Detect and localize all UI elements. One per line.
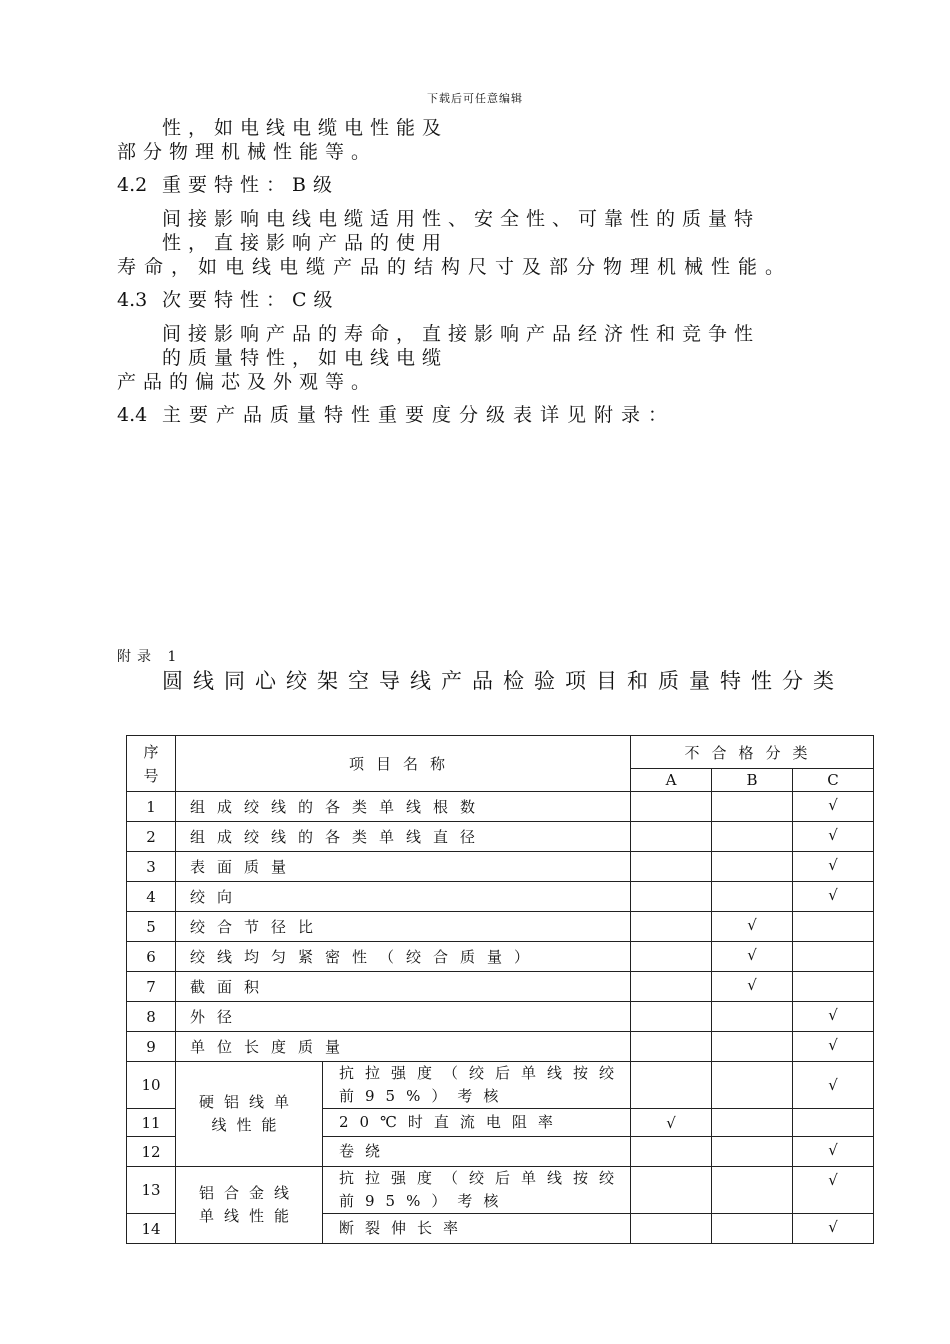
row-item: 20℃时直流电阻率 xyxy=(323,1109,631,1137)
mark-b: √ xyxy=(712,912,793,942)
mark-a xyxy=(631,1062,712,1109)
header-class-c: C xyxy=(793,769,874,792)
row-item: 截面积 xyxy=(176,972,631,1002)
mark-b xyxy=(712,1167,793,1214)
table-row xyxy=(127,1002,874,1032)
mark-b xyxy=(712,822,793,852)
paragraph-line: 产品的偏芯及外观等。 xyxy=(117,371,378,393)
row-number: 11 xyxy=(127,1109,176,1137)
row-item: 卷绕 xyxy=(323,1137,631,1167)
appendix-label: 附录 1 xyxy=(117,649,183,665)
mark-c: √ xyxy=(793,1032,874,1062)
mark-c: √ xyxy=(793,1002,874,1032)
mark-a xyxy=(631,1002,712,1032)
mark-b: √ xyxy=(712,972,793,1002)
header-class-a: A xyxy=(631,769,712,792)
mark-b xyxy=(712,1002,793,1032)
mark-b xyxy=(712,792,793,822)
row-item: 表面质量 xyxy=(176,852,631,882)
mark-a xyxy=(631,882,712,912)
row-number: 8 xyxy=(127,1002,176,1032)
row-number: 7 xyxy=(127,972,176,1002)
row-number: 5 xyxy=(127,912,176,942)
mark-c xyxy=(793,912,874,942)
row-item: 抗拉强度（绞后单线按绞前95%）考核 xyxy=(323,1167,631,1214)
row-number: 6 xyxy=(127,942,176,972)
mark-b xyxy=(712,1137,793,1167)
mark-a xyxy=(631,912,712,942)
section-number: 4.2 xyxy=(117,174,148,196)
row-number: 2 xyxy=(127,822,176,852)
mark-a xyxy=(631,852,712,882)
section-heading: 主要产品质量特性重要度分级表详见附录： xyxy=(162,404,676,426)
section-number: 4.3 xyxy=(117,289,148,311)
mark-c xyxy=(793,942,874,972)
mark-b xyxy=(712,1214,793,1244)
mark-a xyxy=(631,1137,712,1167)
page-header: 下载后可任意编辑 xyxy=(427,92,523,105)
table-row xyxy=(127,1032,874,1062)
section-heading: 重要特性：B级 xyxy=(162,174,339,196)
table-row xyxy=(127,1062,874,1109)
row-number: 14 xyxy=(127,1214,176,1244)
paragraph-line: 部分物理机械性能等。 xyxy=(117,141,378,163)
table-row xyxy=(127,882,874,912)
section-number: 4.4 xyxy=(117,404,148,426)
row-item: 外径 xyxy=(176,1002,631,1032)
row-item: 组成绞线的各类单线直径 xyxy=(176,822,631,852)
header-seq: 序号 xyxy=(127,736,176,792)
row-number: 10 xyxy=(127,1062,176,1109)
mark-a xyxy=(631,972,712,1002)
table-row xyxy=(127,942,874,972)
mark-c: √ xyxy=(793,1137,874,1167)
row-number: 9 xyxy=(127,1032,176,1062)
table-row xyxy=(127,912,874,942)
table-row xyxy=(127,852,874,882)
paragraph-line: 间接影响电线电缆适用性、安全性、可靠性的质量特 xyxy=(162,208,761,230)
mark-c: √ xyxy=(793,1062,874,1109)
mark-c: √ xyxy=(793,852,874,882)
group-label-hard-aluminium: 硬铝线单线性能 xyxy=(176,1062,323,1167)
mark-a: √ xyxy=(631,1109,712,1137)
row-item: 单位长度质量 xyxy=(176,1032,631,1062)
header-item-name: 项目名称 xyxy=(176,736,631,792)
mark-b xyxy=(712,1062,793,1109)
row-number: 1 xyxy=(127,792,176,822)
header-nonconformity-class: 不合格分类 xyxy=(631,736,874,769)
inspection-table xyxy=(126,735,874,1244)
row-number: 13 xyxy=(127,1167,176,1214)
mark-b xyxy=(712,882,793,912)
group-label-aluminium-alloy: 铝合金线单线性能 xyxy=(176,1167,323,1244)
mark-a xyxy=(631,822,712,852)
mark-c: √ xyxy=(793,1214,874,1244)
header-class-b: B xyxy=(712,769,793,792)
mark-c xyxy=(793,972,874,1002)
table-row xyxy=(127,822,874,852)
mark-b xyxy=(712,1109,793,1137)
mark-a xyxy=(631,1032,712,1062)
paragraph-line: 性，如电线电缆电性能及 xyxy=(162,117,449,139)
paragraph-line: 性，直接影响产品的使用 xyxy=(162,232,449,254)
mark-c: √ xyxy=(793,792,874,822)
table-row xyxy=(127,792,874,822)
row-number: 12 xyxy=(127,1137,176,1167)
mark-a xyxy=(631,1214,712,1244)
row-item: 绞线均匀紧密性（绞合质量） xyxy=(176,942,631,972)
mark-c: √ xyxy=(793,882,874,912)
mark-b xyxy=(712,1032,793,1062)
mark-a xyxy=(631,942,712,972)
table-row xyxy=(127,972,874,1002)
mark-b: √ xyxy=(712,942,793,972)
mark-c xyxy=(793,1109,874,1137)
mark-c: √ xyxy=(793,1167,874,1214)
mark-b xyxy=(712,852,793,882)
row-number: 3 xyxy=(127,852,176,882)
row-number: 4 xyxy=(127,882,176,912)
section-heading: 次要特性：C级 xyxy=(162,289,340,311)
mark-c: √ xyxy=(793,822,874,852)
mark-a xyxy=(631,1167,712,1214)
row-item: 绞向 xyxy=(176,882,631,912)
paragraph-line: 间接影响产品的寿命，直接影响产品经济性和竞争性 xyxy=(162,323,761,345)
appendix-title: 圆线同心绞架空导线产品检验项目和质量特性分类 xyxy=(162,669,844,693)
row-item: 抗拉强度（绞后单线按绞前95%）考核 xyxy=(323,1062,631,1109)
table-row xyxy=(127,1167,874,1214)
row-item: 断裂伸长率 xyxy=(323,1214,631,1244)
row-item: 组成绞线的各类单线根数 xyxy=(176,792,631,822)
paragraph-line: 寿命，如电线电缆产品的结构尺寸及部分物理机械性能。 xyxy=(117,256,793,278)
paragraph-line: 的质量特性，如电线电缆 xyxy=(162,347,449,369)
row-item: 绞合节径比 xyxy=(176,912,631,942)
mark-a xyxy=(631,792,712,822)
